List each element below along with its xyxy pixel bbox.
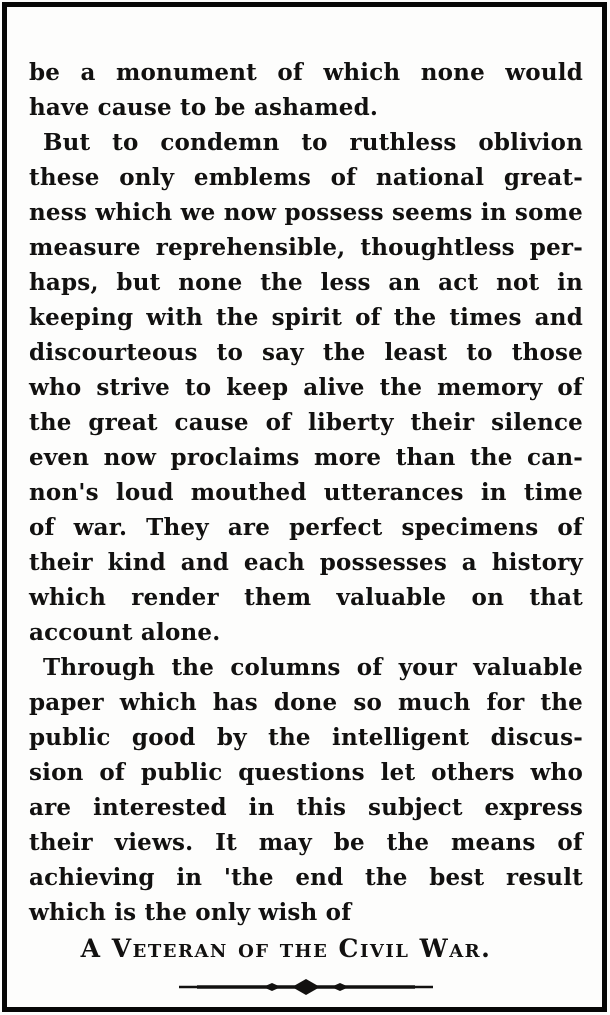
page-border-frame	[2, 2, 607, 1012]
text-line: their kind and each possesses a history	[29, 549, 583, 576]
text-line: public good by the intelligent discus-	[29, 724, 583, 751]
text-line: account alone.	[29, 619, 221, 646]
text-line: be a monument of which none would	[29, 59, 583, 86]
article-body	[29, 55, 583, 930]
text-line: non's loud mouthed utterances in time	[29, 479, 583, 506]
signature-line: A Veteran of the Civil War.	[80, 934, 492, 963]
text-line: of war. They are perfect specimens of	[29, 514, 583, 541]
text-line: measure reprehensible, thoughtless per-	[29, 234, 583, 261]
text-line: Through the columns of your valuable	[43, 654, 583, 681]
text-line: the great cause of liberty their silence	[29, 409, 583, 436]
text-line: have cause to be ashamed.	[29, 94, 379, 121]
text-line: who strive to keep alive the memory of	[29, 374, 583, 401]
text-line: sion of public questions let others who	[29, 759, 583, 786]
rule-with-diamonds-ornament	[175, 977, 437, 997]
text-line: ness which we now possess seems in some	[29, 199, 583, 226]
text-line: which is the only wish of	[29, 899, 352, 926]
text-line: keeping with the spirit of the times and	[29, 304, 583, 331]
text-line: haps, but none the less an act not in	[29, 269, 583, 296]
text-line: But to condemn to ruthless oblivion	[43, 129, 583, 156]
text-line: discourteous to say the least to those	[29, 339, 583, 366]
end-rule-divider	[29, 977, 583, 997]
text-line: even now proclaims more than the can-	[29, 444, 583, 471]
text-line: achieving in 'the end the best result	[29, 864, 583, 891]
text-line: their views. It may be the means of	[29, 829, 583, 856]
text-line: these only emblems of national great-	[29, 164, 583, 191]
text-line: which render them valuable on that	[29, 584, 583, 611]
text-line: are interested in this subject express	[29, 794, 583, 821]
article-text-column	[29, 55, 583, 997]
text-line: paper which has done so much for the	[29, 689, 583, 716]
